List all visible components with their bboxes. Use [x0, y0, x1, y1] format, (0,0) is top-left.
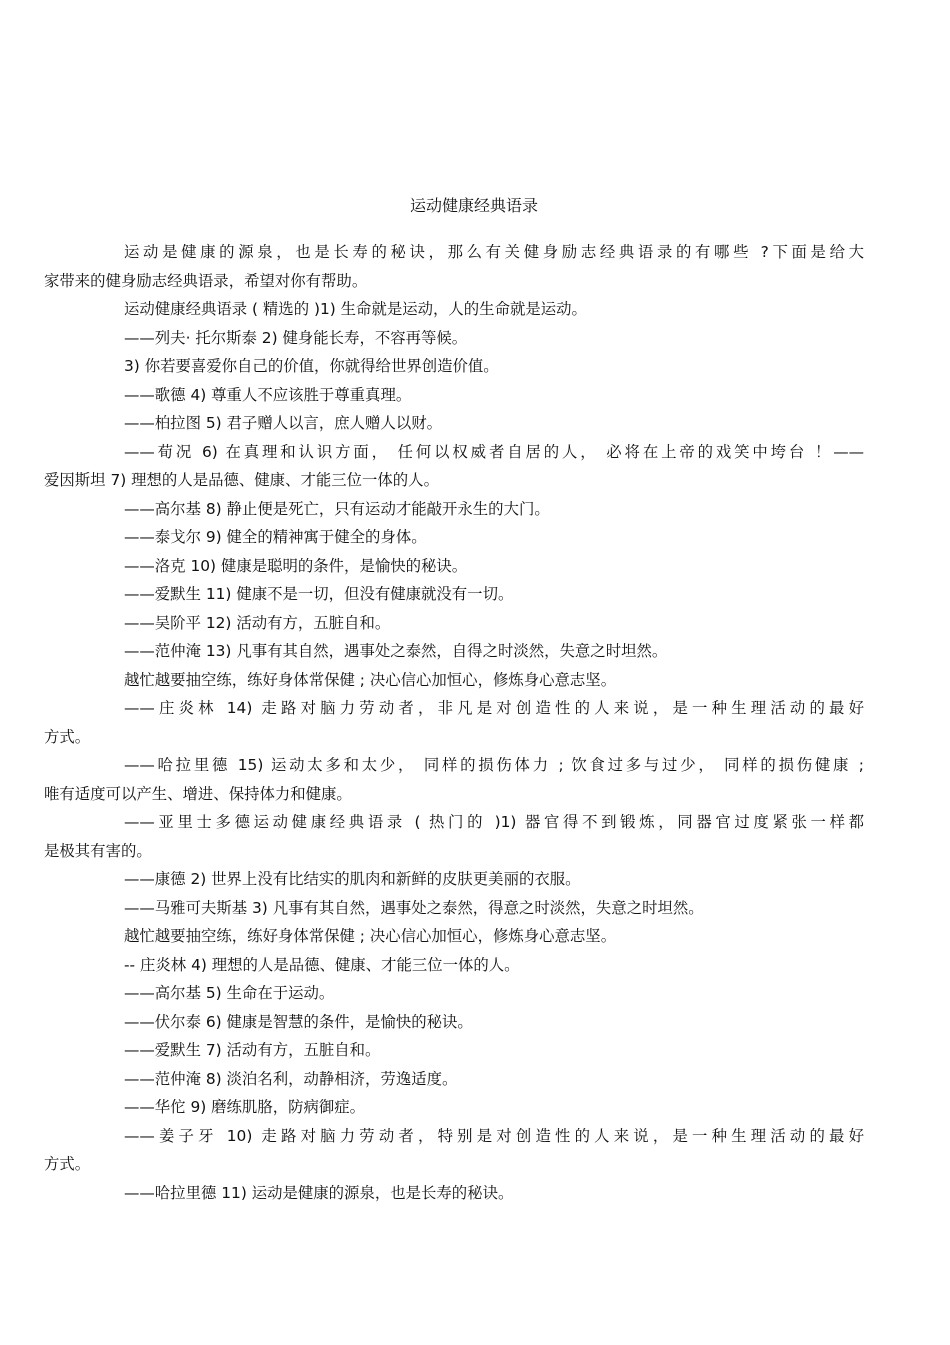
- paragraph: [44, 751, 864, 808]
- paragraph: [44, 694, 864, 751]
- paragraph-line: ——洛克 10) 健康是聪明的条件，是愉快的秘诀。: [124, 556, 468, 575]
- paragraph-line: ——荀况 6) 在真理和认识方面， 任何以权威者自居的人， 必将在上帝的戏笑中垮台 ！——: [124, 442, 864, 461]
- paragraph-line: ——高尔基 5) 生命在于运动。: [124, 984, 335, 1002]
- paragraph-line: 方式。: [44, 727, 91, 746]
- paragraph-line: 运动健康经典语录 ( 精选的 )1) 生命就是运动，人的生命就是运动。: [124, 300, 587, 318]
- paragraph: [84, 580, 864, 609]
- paragraph-line: 是极其有害的。: [44, 841, 152, 860]
- paragraph: [84, 324, 864, 353]
- paragraph: [84, 609, 864, 638]
- paragraph: [84, 352, 864, 381]
- paragraph-line: 方式。: [44, 1155, 91, 1173]
- paragraph: [84, 495, 864, 524]
- paragraph-line: ——庄炎林 14) 走路对脑力劳动者，非凡是对创造性的人来说，是一种生理活动的最好: [124, 699, 864, 717]
- paragraph-line: ——泰戈尔 9) 健全的精神寓于健全的身体。: [124, 528, 427, 546]
- paragraph: [84, 381, 864, 410]
- paragraph: [84, 951, 864, 980]
- paragraph-line: ——康德 2) 世界上没有比结实的肌肉和新鲜的皮肤更美丽的衣服。: [124, 870, 581, 888]
- paragraph-line: ——吴阶平 12) 活动有方，五脏自和。: [124, 613, 391, 632]
- paragraph: [84, 894, 864, 923]
- paragraph: [84, 295, 864, 324]
- paragraph: [44, 1122, 864, 1179]
- paragraph: [84, 865, 864, 894]
- paragraph: [84, 523, 864, 552]
- paragraph: [84, 552, 864, 581]
- paragraph-line: ——华佗 9) 磨练肌胳，防病御症。: [124, 1098, 366, 1116]
- paragraph-line: ——马雅可夫斯基 3) 凡事有其自然，遇事处之泰然，得意之时淡然，失意之时坦然。: [124, 898, 704, 917]
- paragraph-line: -- 庄炎林 4) 理想的人是品德、健康、才能三位一体的人。: [124, 955, 520, 974]
- paragraph-line: ——高尔基 8) 静止便是死亡，只有运动才能敲开永生的大门。: [124, 499, 550, 518]
- paragraph-line: ——哈拉里德 15) 运动太多和太少， 同样的损伤体力 ; 饮食过多与过少， 同样的损伤健康 ;: [124, 756, 864, 774]
- paragraph-line: 运动是健康的源泉，也是长寿的秘诀，那么有关健身励志经典语录的有哪些 ?下面是给大: [124, 243, 864, 261]
- document-body: [44, 238, 864, 1207]
- document-title: 运动健康经典语录: [409, 196, 538, 215]
- paragraph-line: 3) 你若要喜爱你自己的价值，你就得给世界创造价值。: [124, 357, 499, 375]
- paragraph-line: ——哈拉里德 11) 运动是健康的源泉，也是长寿的秘诀。: [124, 1183, 514, 1202]
- paragraph-line: ——姜子牙 10) 走路对脑力劳动者，特别是对创造性的人来说，是一种生理活动的最好: [124, 1126, 864, 1145]
- paragraph-line: ——柏拉图 5) 君子赠人以言，庶人赠人以财。: [124, 414, 443, 432]
- paragraph: [84, 922, 864, 951]
- paragraph: [84, 409, 864, 438]
- paragraph-line: 唯有适度可以产生、增进、保持体力和健康。: [44, 784, 352, 803]
- paragraph-line: ——亚里士多德运动健康经典语录 ( 热门的 )1) 器官得不到锻炼，同器官过度紧张一样都: [124, 813, 864, 831]
- paragraph-line: ——范仲淹 13) 凡事有其自然，遇事处之泰然，自得之时淡然，失意之时坦然。: [124, 642, 668, 660]
- paragraph: [84, 1179, 864, 1208]
- paragraph: [44, 238, 864, 295]
- paragraph-line: ——爱默生 7) 活动有方，五脏自和。: [124, 1041, 381, 1059]
- paragraph-line: ——歌德 4) 尊重人不应该胜于尊重真理。: [124, 385, 412, 404]
- paragraph-line: ——伏尔泰 6) 健康是智慧的条件，是愉快的秘诀。: [124, 1012, 473, 1031]
- paragraph-line: 家带来的健身励志经典语录，希望对你有帮助。: [44, 271, 368, 290]
- paragraph: [84, 1036, 864, 1065]
- paragraph: [84, 666, 864, 695]
- paragraph-line: ——爱默生 11) 健康不是一切，但没有健康就没有一切。: [124, 585, 514, 603]
- paragraph-line: 越忙越要抽空练，练好身体常保健 ; 决心信心加恒心，修炼身心意志坚。: [124, 670, 617, 689]
- paragraph: [84, 1008, 864, 1037]
- paragraph: [84, 1093, 864, 1122]
- paragraph-line: ——范仲淹 8) 淡泊名利，动静相济，劳逸适度。: [124, 1069, 458, 1088]
- paragraph: [84, 637, 864, 666]
- paragraph-line: 爱因斯坦 7) 理想的人是品德、健康、才能三位一体的人。: [44, 471, 439, 489]
- paragraph-line: 越忙越要抽空练，练好身体常保健 ; 决心信心加恒心，修炼身心意志坚。: [124, 927, 617, 945]
- paragraph: [84, 1065, 864, 1094]
- paragraph-line: ——列夫· 托尔斯泰 2) 健身能长寿，不容再等候。: [124, 328, 468, 347]
- paragraph: [44, 808, 864, 865]
- paragraph: [44, 438, 864, 495]
- paragraph: [84, 979, 864, 1008]
